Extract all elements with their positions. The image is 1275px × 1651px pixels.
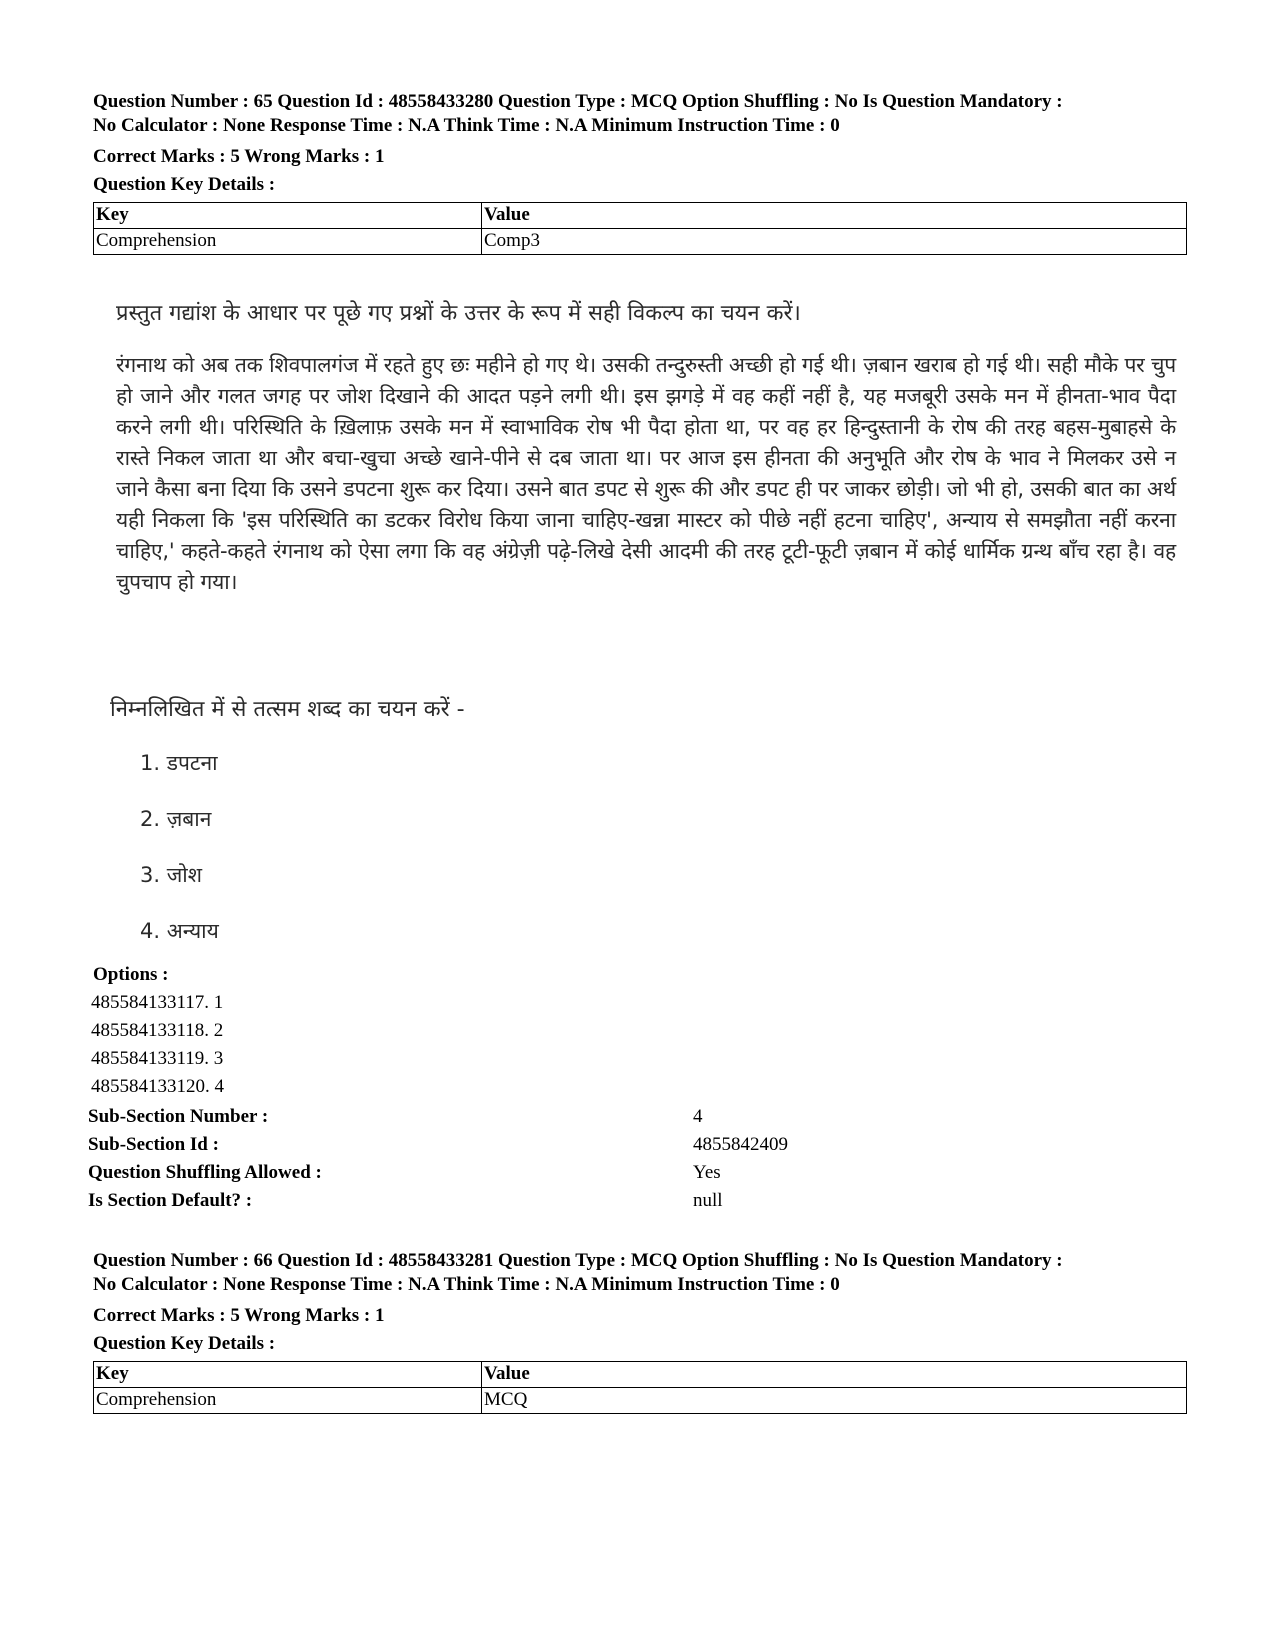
- q66-meta-line2: No Calculator : None Response Time : N.A Think Time : N.A Minimum Instruction Time : 0: [93, 1274, 840, 1295]
- key-table-row: [94, 1388, 1187, 1414]
- subsection-number-value: 4: [693, 1106, 703, 1127]
- option-row-2: 485584133118. 2: [91, 1020, 224, 1041]
- section-default-label: Is Section Default? :: [88, 1190, 253, 1211]
- key-table-header-key: Key: [94, 203, 482, 229]
- key-table-header-row: [94, 1362, 1187, 1388]
- key-table-row: [94, 229, 1187, 255]
- question-shuffling-label: Question Shuffling Allowed :: [88, 1162, 322, 1183]
- key-table-header-key: Key: [94, 1362, 482, 1388]
- q66-meta: [93, 1249, 1188, 1297]
- q65-key-details-label: Question Key Details :: [93, 174, 276, 195]
- choice-1: 1. डपटना: [140, 751, 218, 775]
- choice-4: 4. अन्याय: [140, 919, 219, 943]
- key-table-cell-key: Comprehension: [94, 229, 482, 255]
- q65-key-table: [93, 202, 1187, 255]
- passage-instruction: प्रस्तुत गद्यांश के आधार पर पूछे गए प्रश्नों के उत्तर के रूप में सही विकल्प का चयन करें।: [116, 301, 801, 326]
- q66-marks: Correct Marks : 5 Wrong Marks : 1: [93, 1305, 385, 1326]
- key-table-cell-value: Comp3: [482, 229, 1187, 255]
- key-table-header-value: Value: [482, 203, 1187, 229]
- key-table-cell-value: MCQ: [482, 1388, 1187, 1414]
- q66-meta-line1: Question Number : 66 Question Id : 48558433281 Question Type : MCQ Option Shuffling : No Is Question Mandatory :: [93, 1250, 1063, 1271]
- q66-key-details-label: Question Key Details :: [93, 1333, 276, 1354]
- key-table-header-row: [94, 203, 1187, 229]
- q65-meta-line1: Question Number : 65 Question Id : 48558433280 Question Type : MCQ Option Shuffling : No Is Question Mandatory :: [93, 91, 1063, 112]
- subsection-id-label: Sub-Section Id :: [88, 1134, 219, 1155]
- q65-meta-line2: No Calculator : None Response Time : N.A Think Time : N.A Minimum Instruction Time : 0: [93, 115, 840, 136]
- comprehension-passage: रंगनाथ को अब तक शिवपालगंज में रहते हुए छः महीने हो गए थे। उसकी तन्दुरुस्ती अच्छी हो गई थी। ज़बान खराब हो गई थी। सही मौके पर चुप हो जाने और गलत जगह पर जोश दिखाने की आदत पड़ने लगी थी। इस झगड़े में वह कहीं नहीं है, यह मजबूरी उसके मन में हीनता-भाव पैदा करने लगी थी। परिस्थिति के ख़िलाफ़ उसके मन में स्वाभाविक रोष भी पैदा होता था, पर वह हर हिन्दुस्तानी के रोष की तरह बहस-मुबाहसे के रास्ते निकल जाता था और बचा-खुचा अच्छे खाने-पीने से दब जाता था। पर आज इस हीनता की अनुभूति और रोष के भाव ने मिलकर उसे न जाने कैसा बना दिया कि उसने डपटना शुरू कर दिया। उसने बात डपट से शुरू की और डपट ही पर जाकर छोड़ी। जो भी हो, उसकी बात का अर्थ यही निकला कि 'इस परिस्थिति का डटकर विरोध किया जाना चाहिए-खन्ना मास्टर को पीछे नहीं हटना चाहिए', अन्याय से समझौता नहीं करना चाहिए,' कहते-कहते रंगनाथ को ऐसा लगा कि वह अंग्रेज़ी पढ़े-लिखे देसी आदमी की तरह टूटी-फूटी ज़बान में कोई धार्मिक ग्रन्थ बाँच रहा है। वह चुपचाप हो गया।: [116, 353, 1176, 594]
- option-row-4: 485584133120. 4: [91, 1076, 224, 1097]
- key-table-cell-key: Comprehension: [94, 1388, 482, 1414]
- key-table-header-value: Value: [482, 1362, 1187, 1388]
- subsection-id-value: 4855842409: [693, 1134, 788, 1155]
- q66-key-table: [93, 1361, 1187, 1414]
- option-row-1: 485584133117. 1: [91, 992, 224, 1013]
- q65-meta: [93, 90, 1188, 138]
- q65-marks: Correct Marks : 5 Wrong Marks : 1: [93, 146, 385, 167]
- choice-3: 3. जोश: [140, 863, 203, 887]
- option-row-3: 485584133119. 3: [91, 1048, 224, 1069]
- choice-2: 2. ज़बान: [140, 807, 212, 831]
- question-shuffling-value: Yes: [693, 1162, 721, 1183]
- subsection-number-label: Sub-Section Number :: [88, 1106, 269, 1127]
- question-text: निम्नलिखित में से तत्सम शब्द का चयन करें -: [110, 697, 465, 722]
- section-default-value: null: [693, 1190, 723, 1211]
- options-label: Options :: [93, 964, 169, 985]
